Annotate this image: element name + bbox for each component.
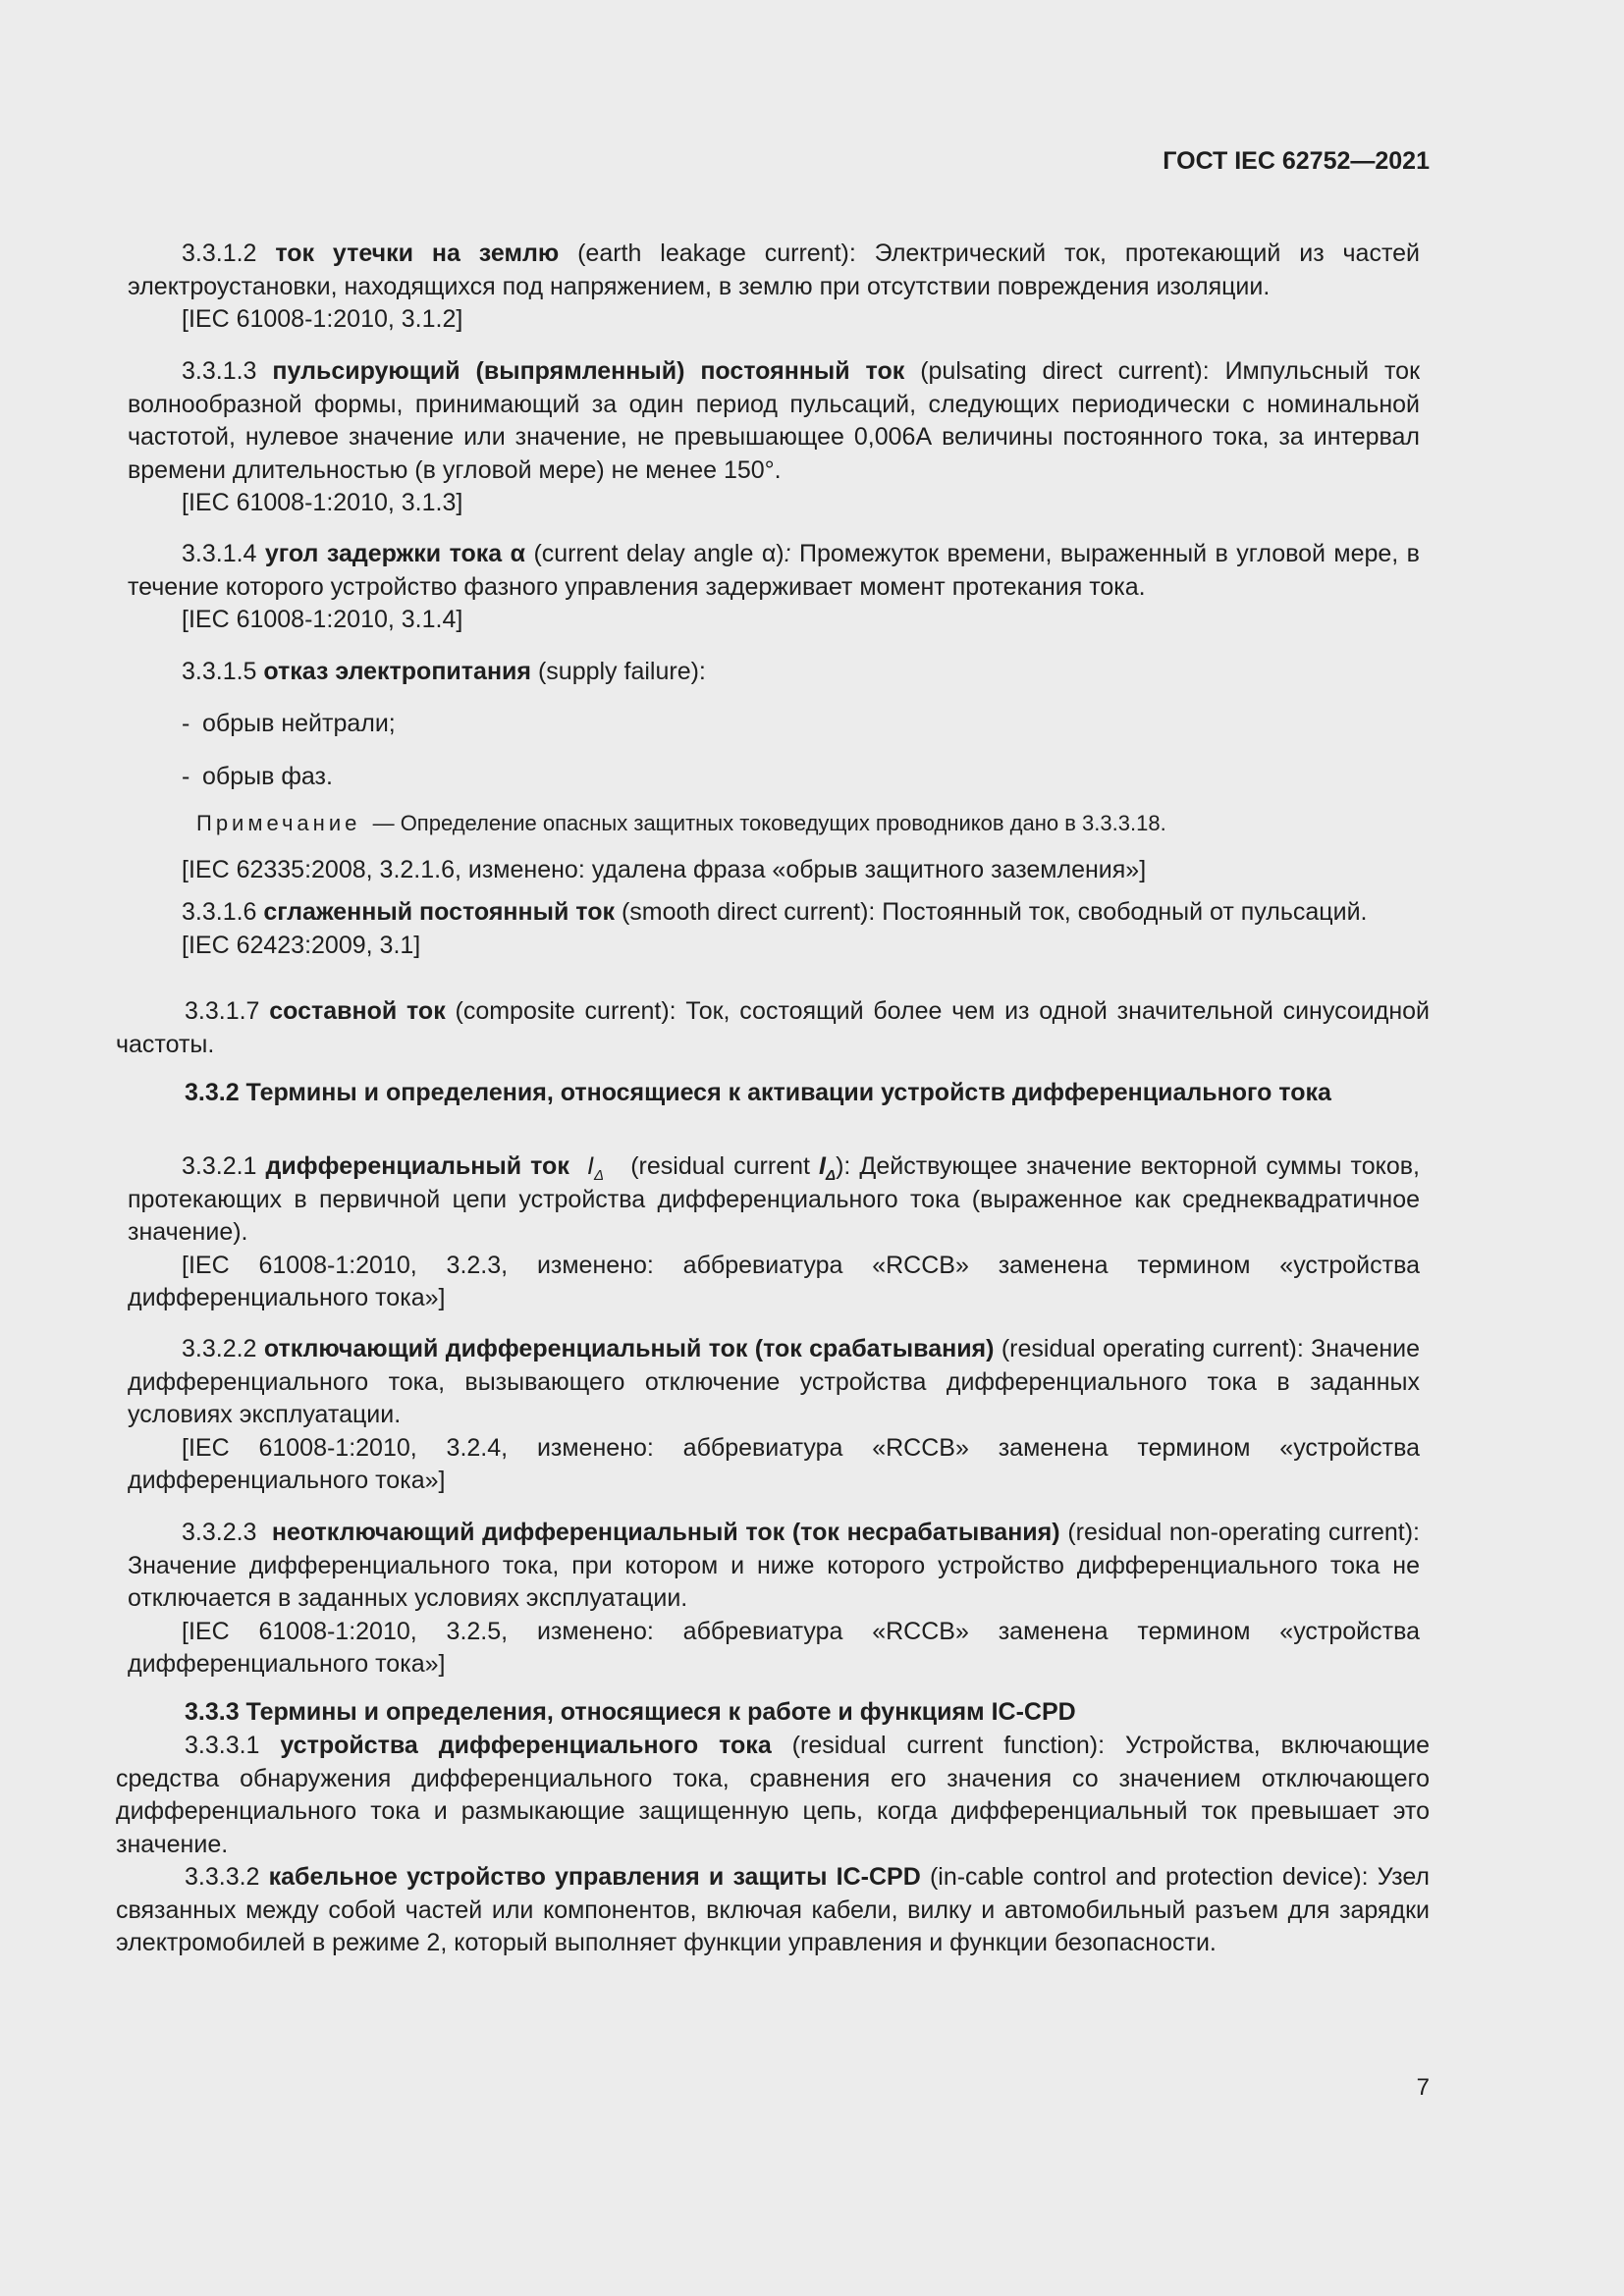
entry-text [128,656,1420,689]
entry-definition: (smooth direct current): Постоянный ток, свободный от пульсаций. [621,898,1368,926]
list-marker: - [182,763,190,790]
entry-number: 3.3.1.4 [182,540,257,567]
entry-3-3-2-2 [128,1333,1420,1498]
entry-text [116,1861,1430,1960]
entry-text [128,355,1420,487]
entry-number: 3.3.1.2 [182,240,257,267]
entry-3-3-1-4 [128,538,1420,637]
entry-term: пульсирующий (выпрямленный) постоянный ток [272,357,905,385]
entry-text [128,238,1420,303]
section-heading: 3.3.3 Термины и определения, относящиеся к работе и функциям IC-CPD [185,1698,1076,1726]
entry-number: 3.3.1.6 [182,898,257,926]
entry-definition: (residual current [630,1152,810,1180]
entry-reference: [IEC 61008-1:2010, 3.1.4] [182,606,463,633]
entry-text [128,1150,1420,1250]
entry-term: составной ток [269,997,446,1025]
entry-term: дифференциальный ток [265,1152,569,1180]
entry-3-3-3-1 [116,1730,1430,1861]
entry-number: 3.3.2.1 [182,1152,257,1180]
entry-3-3-1-7 [116,995,1430,1061]
entry-reference: [IEC 61008-1:2010, 3.1.3] [182,489,463,516]
note [128,807,1420,840]
entry-text [128,896,1420,930]
entry-reference-block [128,854,1420,887]
entry-text [116,1730,1430,1861]
entry-definition: (in-cable control and protection device): Узел связанных между собой частей или компонентов, включая кабели, вилку и автомобильный разъем для зарядки электромобилей в режиме 2, который выполняет функции управления и функции безопасности. [116,1863,1431,1956]
entry-3-3-1-5 [128,656,1420,689]
note-label: Примечание [196,811,361,835]
entry-definition: (current delay angle α) [533,540,785,567]
entry-3-3-3-2 [116,1861,1430,1960]
entry-definition: (residual current function): Устройства, включающие средства обнаружения дифференциального тока, сравнения его значения со значением отключающего дифференциального тока и размыкающие защищенную цепь, когда дифференциальный ток превышает это значение. [116,1732,1431,1858]
entry-term: устройства дифференциального тока [280,1732,772,1759]
list-item [128,761,1420,794]
entry-number: 3.3.1.5 [182,658,257,685]
entry-term: кабельное устройство управления и защиты IC-CPD [268,1863,921,1891]
entry-term: неотключающий дифференциальный ток (ток несрабатывания) [271,1519,1060,1546]
entry-number: 3.3.3.2 [185,1863,260,1891]
entry-term: отключающий дифференциальный ток (ток срабатывания) [263,1335,995,1362]
entry-3-3-2-1 [128,1150,1420,1315]
list-item [128,708,1420,741]
entry-reference: [IEC 61008-1:2010, 3.2.3, изменено: аббревиатура «RCCB» заменена термином «устройства дифференциального тока»] [128,1251,1420,1311]
entry-definition-cont: ): Действующее значение векторной суммы токов, протекающих в первичной цепи устройства дифференциального тока (выраженное как среднеквадратичное значение). [128,1152,1420,1246]
document-header: ГОСТ IEC 62752—2021 [1163,147,1430,175]
entry-definition: (earth leakage current): Электрический ток, протекающий из частей электроустановки, находящихся под напряжением, в землю при отсутствии повреждения изоляции. [128,240,1421,300]
term-symbol: $I_\Delta$ [586,1152,605,1184]
entry-definition: (pulsating direct current): Импульсный ток волнообразной формы, принимающий за один период пульсаций, следующих периодически с номинальной частотой, нулевое значение или значение, не превышающее 0,006А величины постоянного тока, за интервал времени длительностью (в угловой мере) не менее 150°. [128,357,1421,484]
entry-reference: [IEC 61008-1:2010, 3.2.4, изменено: аббревиатура «RCCB» заменена термином «устройства дифференциального тока»] [128,1433,1420,1494]
section-heading: 3.3.2 Термины и определения, относящиеся к активации устройств дифференциального тока [185,1079,1331,1106]
entry-reference: [IEC 62335:2008, 3.2.1.6, изменено: удалена фраза «обрыв защитного заземления»] [182,856,1147,883]
entry-number: 3.3.2.2 [182,1335,257,1362]
entry-term: угол задержки тока α [264,540,526,567]
section-heading-3-3-3 [116,1696,1430,1730]
entry-colon: : [784,540,791,567]
entry-number: 3.3.1.7 [185,997,260,1025]
definition-symbol: $I_\Delta$ [819,1152,837,1184]
section-heading-3-3-2 [116,1077,1430,1110]
entry-definition: (residual non-operating current): Значение дифференциального тока, при котором и ниже которого устройство дифференциального тока не отключается в заданных условиях эксплуатации. [128,1519,1420,1612]
entry-definition: (residual operating current): Значение дифференциального тока, вызывающего отключение устройства дифференциального тока в заданных условиях эксплуатации. [128,1335,1421,1428]
entry-reference: [IEC 61008-1:2010, 3.2.5, изменено: аббревиатура «RCCB» заменена термином «устройства дифференциального тока»] [128,1617,1420,1678]
entry-term: сглаженный постоянный ток [263,898,615,926]
entry-3-3-1-2 [128,238,1420,337]
entry-text [116,995,1430,1061]
note-text: — Определение опасных защитных токоведущих проводников дано в 3.3.3.18. [372,811,1166,835]
entry-reference: [IEC 62423:2009, 3.1] [182,931,421,959]
list-marker: - [182,710,190,737]
entry-3-3-1-6 [128,896,1420,962]
entry-number: 3.3.1.3 [182,357,257,385]
entry-definition-cont: Промежуток времени, выраженный в угловой мере, в течение которого устройство фазного управления задерживает момент протекания тока. [128,540,1420,601]
entry-text [128,538,1420,604]
list-item-text: обрыв фаз. [202,763,333,790]
page-number: 7 [1416,2074,1430,2101]
entry-3-3-1-3 [128,355,1420,520]
entry-term: ток утечки на землю [275,240,560,267]
entry-definition: (supply failure): [537,658,706,685]
entry-number: 3.3.3.1 [185,1732,260,1759]
entry-term: отказ электропитания [263,658,532,685]
entry-definition: (composite current): Ток, состоящий более чем из одной значительной синусоидной частоты. [116,997,1430,1058]
list-item-text: обрыв нейтрали; [202,710,396,737]
entry-text [128,1517,1420,1616]
entry-text [128,1333,1420,1432]
entry-reference: [IEC 61008-1:2010, 3.1.2] [182,305,463,333]
entry-number: 3.3.2.3 [182,1519,257,1546]
entry-3-3-2-3 [128,1517,1420,1682]
